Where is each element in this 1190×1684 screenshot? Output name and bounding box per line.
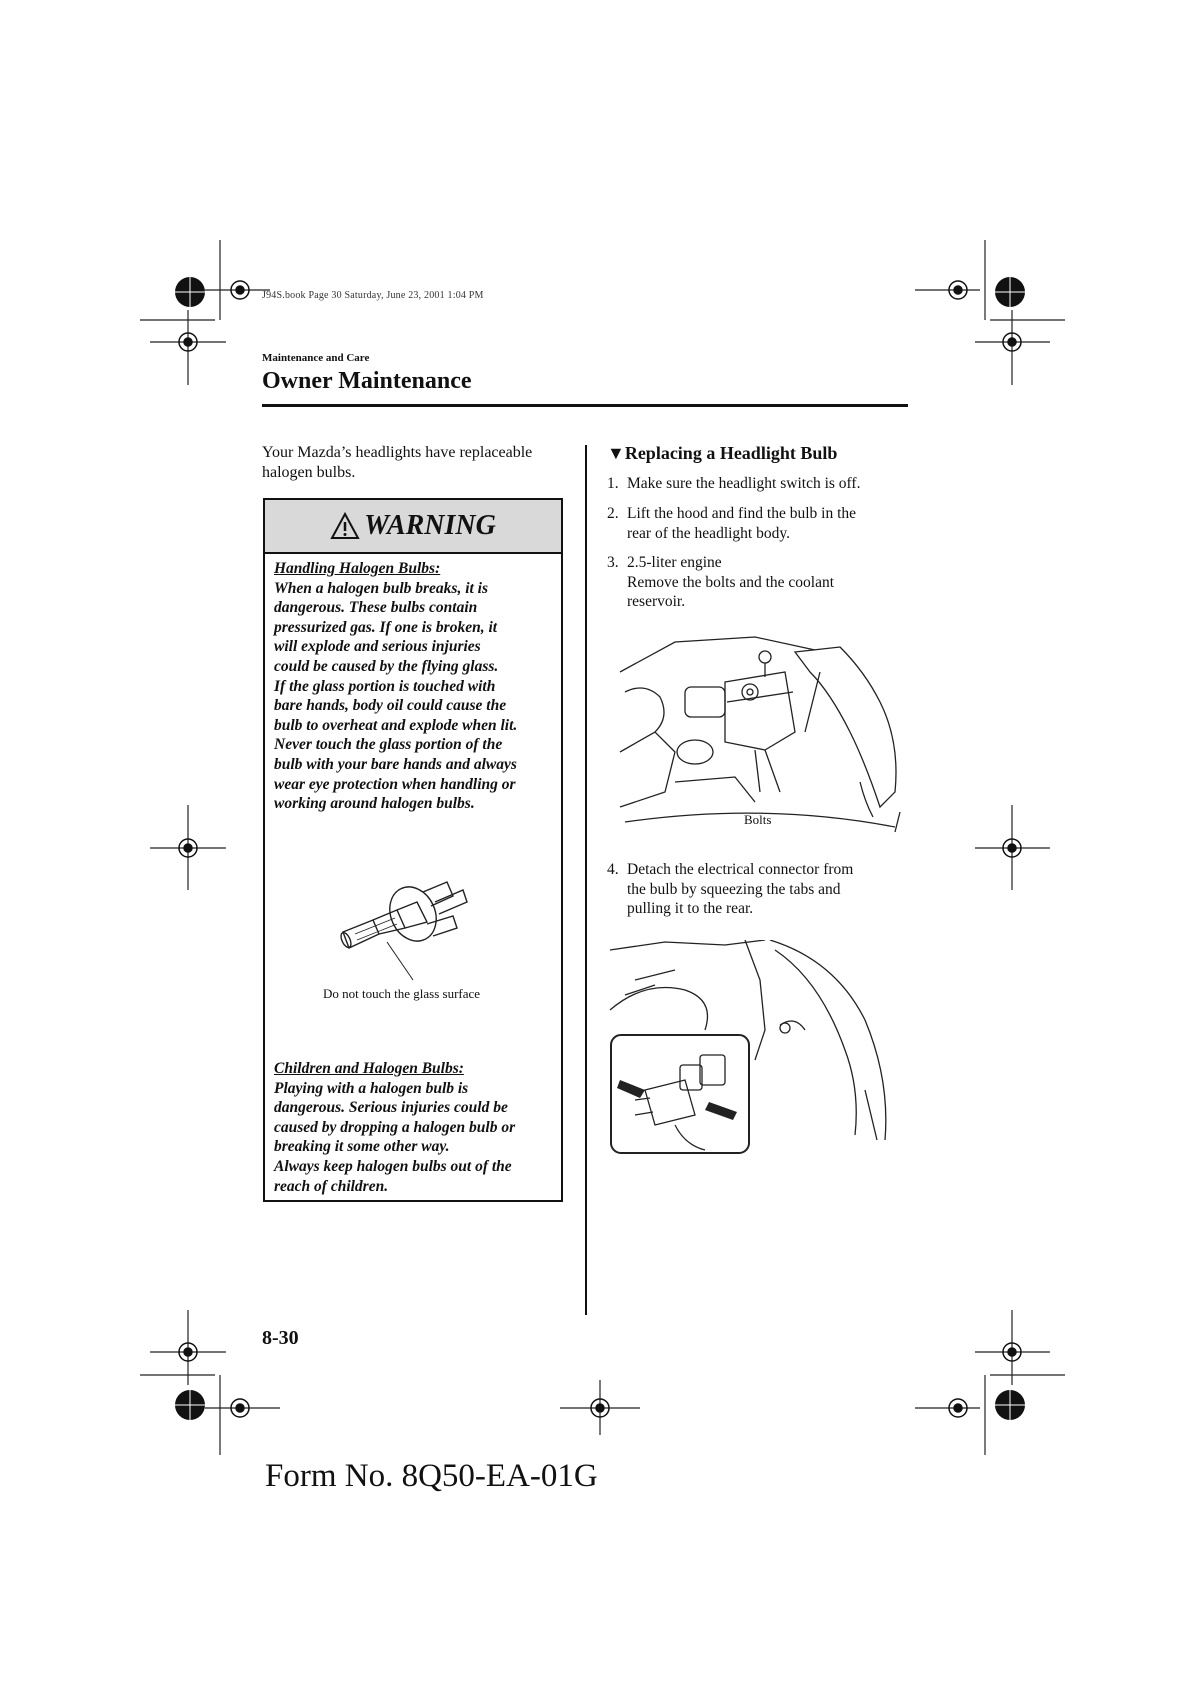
warning-line: bare hands, body oil could cause the	[274, 697, 507, 715]
warning-triangle-icon	[330, 512, 360, 540]
intro-text	[262, 443, 572, 482]
section-label: Maintenance and Care	[262, 352, 370, 364]
warning-line: will explode and serious injuries	[274, 638, 481, 656]
procedure-title: ▼Replacing a Headlight Bulb	[607, 443, 838, 463]
warning-line: bulb to overheat and explode when lit.	[274, 716, 518, 734]
warning-line: working around halogen bulbs.	[274, 795, 475, 813]
warning-line: breaking it some other way.	[274, 1138, 450, 1156]
step-text	[627, 504, 897, 543]
intro-line-1: Your Mazda’s headlights have replaceable	[262, 444, 533, 461]
warning-heading-children: Children and Halogen Bulbs:	[274, 1060, 464, 1077]
warning-line: Playing with a halogen bulb is	[274, 1079, 469, 1097]
page-title: Owner Maintenance	[262, 368, 472, 394]
warning-box	[263, 498, 563, 1202]
step-number: 3.	[607, 554, 619, 571]
column-divider	[585, 445, 587, 1315]
step-line: pulling it to the rear.	[627, 900, 754, 917]
warning-line: If the glass portion is touched with	[274, 677, 496, 695]
step-line: Make sure the headlight switch is off.	[627, 475, 861, 492]
step-text	[627, 860, 897, 919]
warning-line: dangerous. These bulbs contain	[274, 599, 478, 617]
coolant-reservoir-illustration	[615, 632, 905, 842]
warning-block-children	[274, 1059, 559, 1196]
warning-line: wear eye protection when handling or	[274, 775, 516, 793]
step-text	[627, 474, 897, 494]
step-3	[607, 553, 907, 613]
halogen-bulb-illustration	[335, 862, 475, 982]
warning-line: caused by dropping a halogen bulb or	[274, 1118, 516, 1136]
warning-line: Never touch the glass portion of the	[274, 736, 503, 754]
warning-line: Always keep halogen bulbs out of the	[274, 1157, 512, 1175]
step-number: 4.	[607, 861, 619, 878]
page-number: 8-30	[262, 1327, 299, 1349]
step-4	[607, 860, 907, 920]
bolts-label: Bolts	[744, 812, 772, 827]
print-info: J94S.book Page 30 Saturday, June 23, 2001 1:04 PM	[262, 290, 484, 301]
step-2	[607, 504, 907, 544]
warning-line: bulb with your bare hands and always	[274, 755, 517, 773]
step-1	[607, 474, 907, 494]
bulb-figure-caption: Do not touch the glass surface	[323, 986, 481, 1001]
warning-heading-handling: Handling Halogen Bulbs:	[274, 560, 441, 577]
warning-line: could be caused by the flying glass.	[274, 657, 499, 675]
warning-line: When a halogen bulb breaks, it is	[274, 579, 489, 597]
warning-line: reach of children.	[274, 1177, 389, 1195]
step-number: 2.	[607, 505, 619, 522]
step-line: Lift the hood and find the bulb in the	[627, 505, 857, 522]
step-line: rear of the headlight body.	[627, 524, 790, 542]
step-line: the bulb by squeezing the tabs and	[627, 880, 841, 898]
warning-line: dangerous. Serious injuries could be	[274, 1099, 508, 1117]
step-text	[627, 553, 897, 612]
step-line: Detach the electrical connector from	[627, 861, 854, 878]
warning-title: WARNING	[364, 510, 496, 541]
warning-block-handling	[274, 559, 559, 814]
warning-header	[265, 500, 561, 554]
connector-illustration	[605, 940, 900, 1155]
step-line: 2.5-liter engine	[627, 554, 722, 571]
step-line: reservoir.	[627, 593, 686, 610]
header-rule	[262, 404, 908, 407]
form-number: Form No. 8Q50-EA-01G	[265, 1458, 598, 1494]
warning-line: pressurized gas. If one is broken, it	[274, 618, 498, 636]
step-number: 1.	[607, 475, 619, 492]
step-line: Remove the bolts and the coolant	[627, 573, 835, 591]
intro-line-2: halogen bulbs.	[262, 463, 356, 481]
